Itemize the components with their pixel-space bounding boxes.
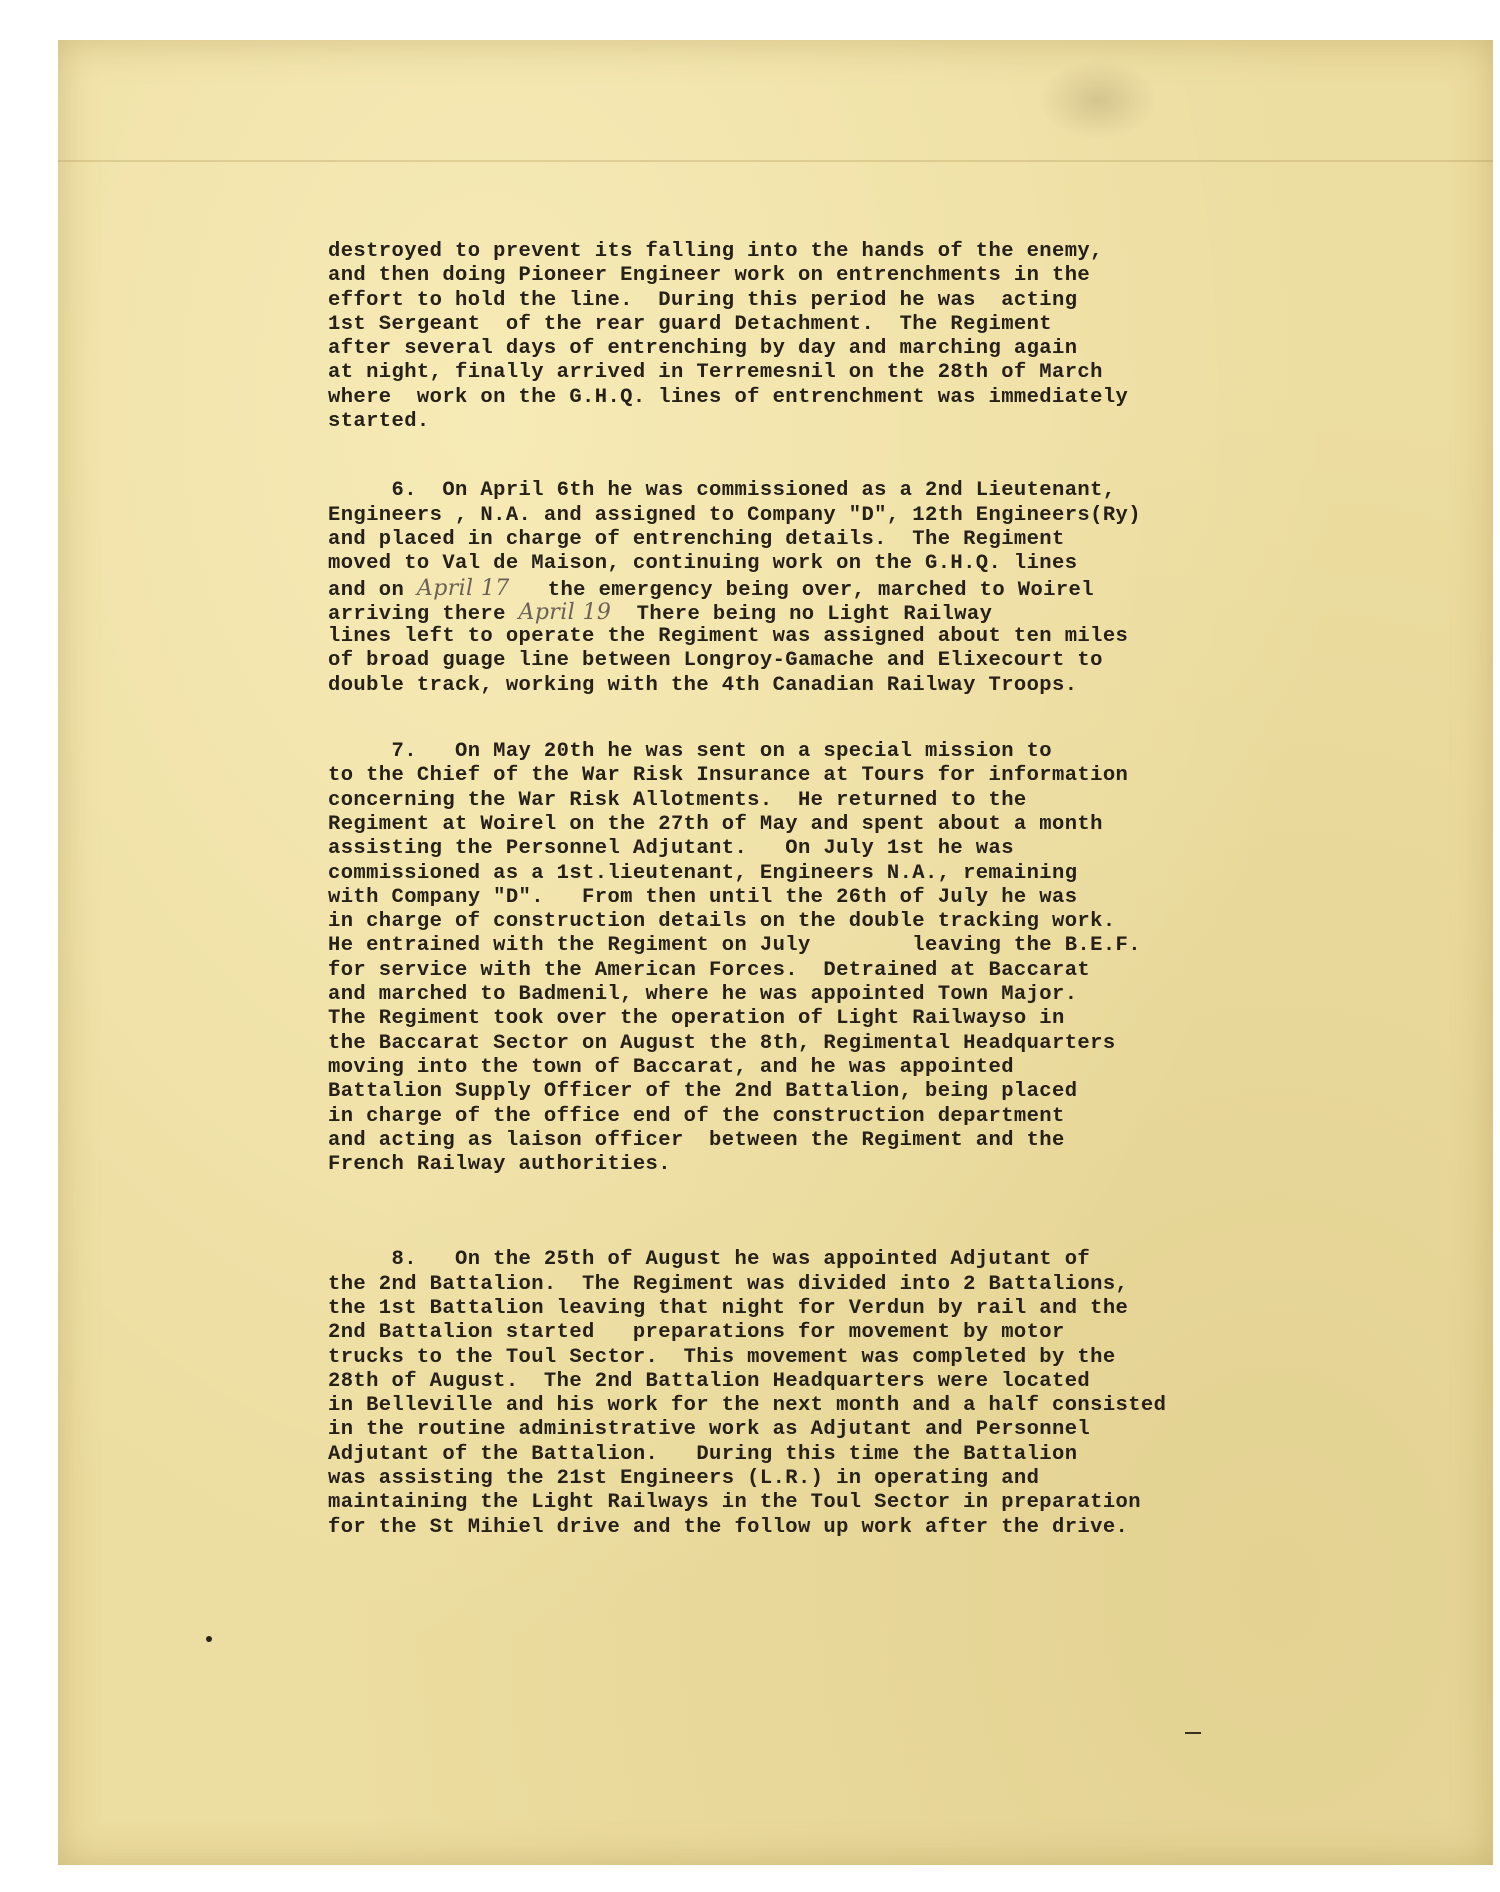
paper-smudge: [1038, 60, 1158, 140]
text-line: commissioned as a 1st.lieutenant, Engineers N.A., remaining: [328, 861, 1078, 885]
text-line: lines left to operate the Regiment was assigned about ten miles: [328, 625, 1129, 649]
paragraph-8: [328, 1248, 1228, 1540]
text-line: the Baccarat Sector on August the 8th, Regimental Headquarters: [328, 1031, 1116, 1055]
text-line: 1st Sergeant of the rear guard Detachment. The Regiment: [328, 312, 1053, 336]
text-line: assisting the Personnel Adjutant. On July 1st he was: [328, 837, 1014, 861]
text-line: and then doing Pioneer Engineer work on entrenchments in the: [328, 264, 1091, 288]
text-line: with Company "D". From then until the 26th of July he was: [328, 885, 1078, 909]
paragraph-7: [328, 740, 1228, 1177]
text-line: for the St Mihiel drive and the follow up work after the drive.: [328, 1515, 1129, 1539]
text-line: trucks to the Toul Sector. This movement was completed by the: [328, 1345, 1116, 1369]
text-line: The Regiment took over the operation of Light Railwayso in: [328, 1007, 1065, 1031]
line-suffix: There being no Light Railway: [611, 602, 993, 626]
text-line: 6. On April 6th he was commissioned as a 2nd Lieutenant,: [328, 479, 1116, 503]
text-line: concerning the War Risk Allotments. He returned to the: [328, 788, 1027, 812]
text-line: double track, working with the 4th Canadian Railway Troops.: [328, 673, 1078, 697]
text-line: of broad guage line between Longroy-Gamache and Elixecourt to: [328, 649, 1103, 673]
paragraph-5: [328, 240, 1228, 434]
text-line: in the routine administrative work as Adjutant and Personnel: [328, 1418, 1091, 1442]
text-line: was assisting the 21st Engineers (L.R.) in operating and: [328, 1467, 1040, 1491]
text-line: at night, finally arrived in Terremesnil on the 28th of March: [328, 361, 1103, 385]
text-line: [328, 577, 1228, 601]
text-line: and marched to Badmenil, where he was appointed Town Major.: [328, 983, 1078, 1007]
text-line: 2nd Battalion started preparations for movement by motor: [328, 1321, 1065, 1345]
text-line: destroyed to prevent its falling into the hands of the enemy,: [328, 240, 1103, 263]
typed-text-body: [328, 240, 1228, 1540]
text-line: Battalion Supply Officer of the 2nd Battalion, being placed: [328, 1080, 1078, 1104]
handwritten-date: April 19: [518, 599, 612, 625]
text-line: effort to hold the line. During this period he was acting: [328, 288, 1078, 312]
text-line: and acting as laison officer between the Regiment and the: [328, 1128, 1065, 1152]
paper-crease: [58, 160, 1493, 162]
text-line: in charge of the office end of the construction department: [328, 1104, 1065, 1128]
text-line: in Belleville and his work for the next month and a half consisted: [328, 1394, 1167, 1418]
text-line: the 1st Battalion leaving that night for Verdun by rail and the: [328, 1296, 1129, 1320]
text-line: where work on the G.H.Q. lines of entrenchment was immediately: [328, 385, 1129, 409]
text-line: 28th of August. The 2nd Battalion Headquarters were located: [328, 1369, 1091, 1393]
text-line: after several days of entrenching by day and marching again: [328, 337, 1078, 361]
text-line: 8. On the 25th of August he was appointed Adjutant of: [328, 1248, 1091, 1272]
text-line: He entrained with the Regiment on July leaving the B.E.F.: [328, 934, 1141, 958]
text-line: maintaining the Light Railways in the Toul Sector in preparation: [328, 1491, 1141, 1515]
text-line: and placed in charge of entrenching details. The Regiment: [328, 527, 1065, 551]
text-line: Regiment at Woirel on the 27th of May and spent about a month: [328, 812, 1103, 836]
text-line: in charge of construction details on the double tracking work.: [328, 910, 1116, 934]
text-line: started.: [328, 410, 430, 434]
pencil-mark: [1185, 1732, 1201, 1734]
line-prefix: and on: [328, 578, 417, 602]
text-line: for service with the American Forces. Detrained at Baccarat: [328, 958, 1091, 982]
text-line: Engineers , N.A. and assigned to Company "D", 12th Engineers(Ry): [328, 503, 1141, 527]
text-line: the 2nd Battalion. The Regiment was divided into 2 Battalions,: [328, 1272, 1129, 1296]
handwritten-date: April 17: [416, 575, 510, 601]
line-suffix: the emergency being over, marched to Woirel: [509, 578, 1094, 602]
text-line: French Railway authorities.: [328, 1153, 671, 1177]
ink-spot: [206, 1636, 212, 1642]
text-line: 7. On May 20th he was sent on a special mission to: [328, 740, 1053, 764]
text-line: moved to Val de Maison, continuing work on the G.H.Q. lines: [328, 552, 1078, 576]
line-prefix: arriving there: [328, 602, 519, 626]
text-line: [328, 601, 1228, 625]
paragraph-6: [328, 479, 1228, 698]
text-line: moving into the town of Baccarat, and he was appointed: [328, 1055, 1014, 1079]
text-line: Adjutant of the Battalion. During this time the Battalion: [328, 1442, 1078, 1466]
text-line: to the Chief of the War Risk Insurance at Tours for information: [328, 764, 1129, 788]
